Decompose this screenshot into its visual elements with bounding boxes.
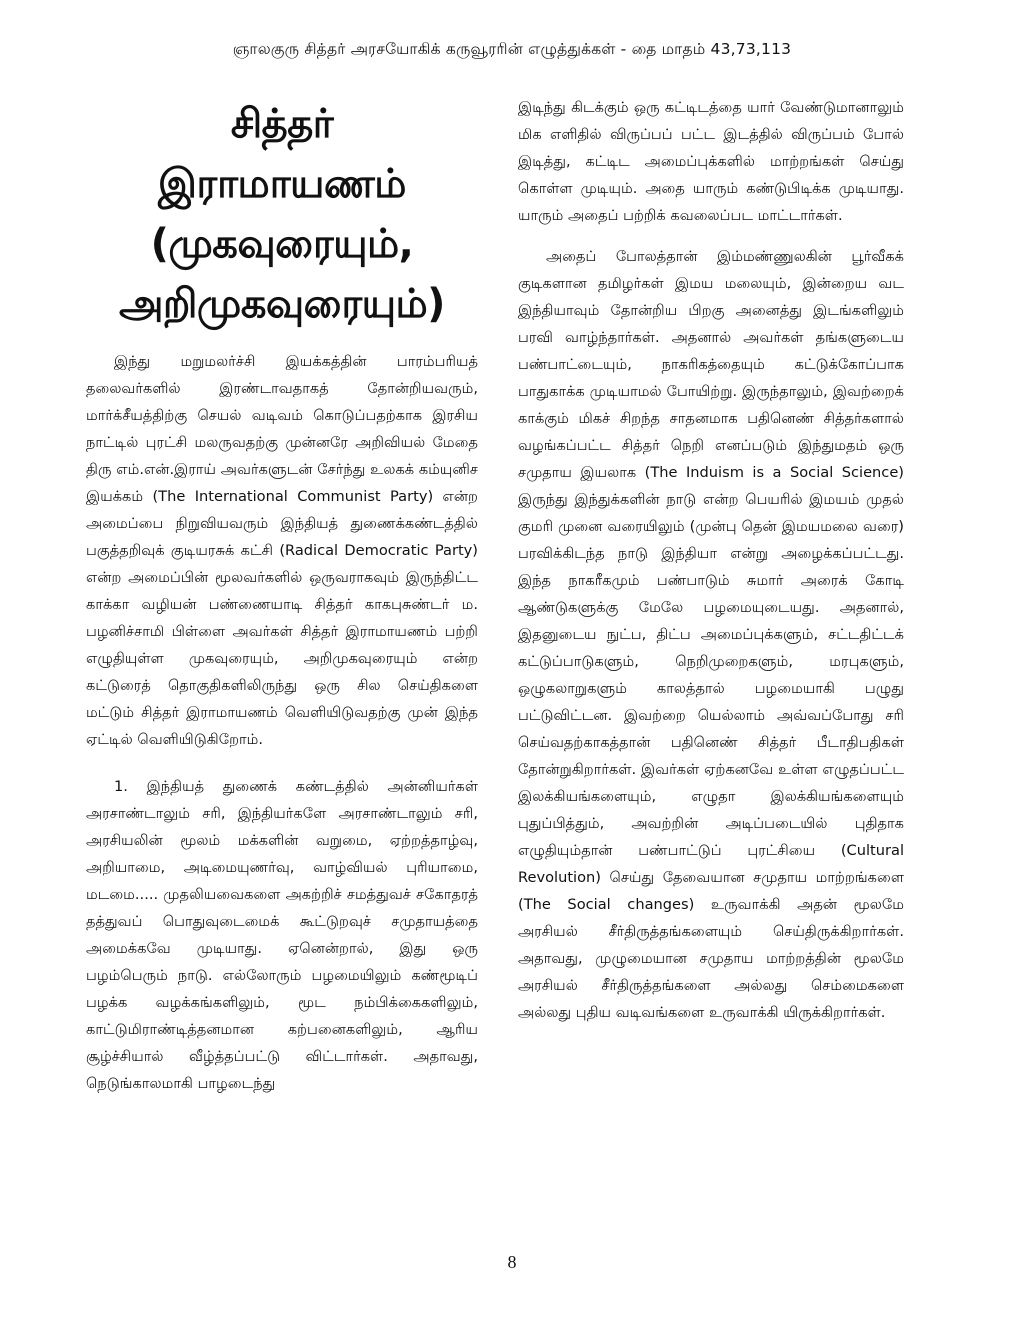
left-column xyxy=(86,94,478,1097)
article-title xyxy=(86,94,478,334)
running-header: ஞாலகுரு சித்தர் அரசயோகிக் கருவூரரின் எழுத்துக்கள் - தை மாதம் 43,73,113 xyxy=(232,40,792,58)
title-line-2: இராமாயணம் xyxy=(158,161,406,207)
page-number: 8 xyxy=(507,1252,517,1272)
title-line-3: (முகவுரையும், xyxy=(150,221,414,267)
title-line-4: அறிமுகவுரையும்) xyxy=(119,281,445,327)
right-column xyxy=(518,94,904,1026)
title-line-1: சித்தர் xyxy=(230,101,334,147)
body-paragraph: இடிந்து கிடக்கும் ஒரு கட்டிடத்தை யார் வேண்டுமானாலும் மிக எளிதில் விருப்பப் பட்ட இடத்தில் விருப்பம் போல் இடித்து, கட்டிட அமைப்புக்களில் மாற்றங்கள் செய்து கொள்ள முடியும். அதை யாரும் கண்டுபிடிக்க முடியாது. யாரும் அதைப் பற்றிக் கவலைப்பட மாட்டார்கள். xyxy=(518,99,904,224)
body-paragraph: இந்து மறுமலர்ச்சி இயக்கத்தின் பாரம்பரியத் தலைவர்களில் இரண்டாவதாகத் தோன்றியவரும், மார்க்சீயத்திற்கு செயல் வடிவம் கொடுப்பதற்காக இரசிய நாட்டில் புரட்சி மலருவதற்கு முன்னரே அறிவியல் மேதை திரு எம்.என்.இராய் அவர்களுடன் சேர்ந்து உலகக் கம்யுனிச இயக்கம் (The International Communist Party) என்ற அமைப்பை நிறுவியவரும் இந்தியத் துணைக்கண்டத்தில் பகுத்தறிவுக் குடியரசுக் கட்சி (Radical Democratic Party) என்ற அமைப்பின் மூலவர்களில் ஒருவராகவும் இருந்திட்ட காக்கா வழியன் பண்ணையாடி சித்தர் காகபுசுண்டர் ம. பழனிச்சாமி பிள்ளை அவர்கள் சித்தர் இராமாயணம் பற்றி எழுதியுள்ள முகவுரையும், அறிமுகவுரையும் என்ற கட்டுரைத் தொகுதிகளிலிருந்து ஒரு சில செய்திகளை மட்டும் சித்தர் இராமாயணம் வெளியிடுவதற்கு முன் இந்த ஏட்டில் வெளியிடுகிறோம். xyxy=(86,353,478,748)
body-paragraph: 1. இந்தியத் துணைக் கண்டத்தில் அன்னியர்கள் அரசாண்டாலும் சரி, இந்தியர்களே அரசாண்டாலும் சரி, அரசியலின் மூலம் மக்களின் வறுமை, ஏற்றத்தாழ்வு, அறியாமை, அடிமையுணர்வு, வாழ்வியல் புரியாமை, மடமை..... முதலியவைகளை அகற்றிச் சமத்துவச் சகோதரத் தத்துவப் பொதுவுடைமைக் கூட்டுறவுச் சமுதாயத்தை அமைக்கவே முடியாது. ஏனென்றால், இது ஒரு பழம்பெரும் நாடு. எல்லோரும் பழமையிலும் கண்மூடிப் பழக்க வழக்கங்களிலும், மூட நம்பிக்கைகளிலும், காட்டுமிராண்டித்தனமான கற்பனைகளிலும், ஆரிய சூழ்ச்சியால் வீழ்த்தப்பட்டு விட்டார்கள். அதாவது, நெடுங்காலமாகி பாழடைந்து xyxy=(86,778,478,1092)
body-paragraph: அதைப் போலத்தான் இம்மண்ணுலகின் பூர்வீகக் குடிகளான தமிழர்கள் இமய மலையும், இன்றைய வட இந்தியாவும் தோன்றிய பிறகு அனைத்து இடங்களிலும் பரவி வாழ்ந்தார்கள். அதனால் அவர்கள் தங்களுடைய பண்பாட்டையும், நாகரிகத்தையும் கட்டுக்கோப்பாக பாதுகாக்க முடியாமல் போயிற்று. இருந்தாலும், இவற்றைக் காக்கும் மிகச் சிறந்த சாதனமாக பதினெண் சித்தர்களால் வழங்கப்பட்ட சித்தர் நெறி எனப்படும் இந்துமதம் ஒரு சமுதாய இயலாக (The Induism is a Social Science) இருந்து இந்துக்களின் நாடு என்ற பெயரில் இமயம் முதல் குமரி முனை வரையிலும் (முன்பு தென் இமயமலை வரை) பரவிக்கிடந்த நாடு இந்தியா என்று அழைக்கப்பட்டது. இந்த நாகரீகமும் பண்பாடும் சுமார் அரைக் கோடி ஆண்டுகளுக்கு மேலே பழமையுடையது. அதனால், இதனுடைய நுட்ப, திட்ப அமைப்புக்களும், சட்டதிட்டக் கட்டுப்பாடுகளும், நெறிமுறைகளும், மரபுகளும், ஒழுகலாறுகளும் காலத்தால் பழமையாகி பழுது பட்டுவிட்டன. இவற்றை யெல்லாம் அவ்வப்போது சரி செய்வதற்காகத்தான் பதினெண் சித்தர் பீடாதிபதிகள் தோன்றுகிறார்கள். இவர்கள் ஏற்கனவே உள்ள எழுதப்பட்ட இலக்கியங்களையும், எழுதா இலக்கியங்களையும் புதுப்பித்தும், அவற்றின் அடிப்படையில் புதிதாக எழுதியும்தான் பண்பாட்டுப் புரட்சியை (Cultural Revolution) செய்து தேவையான சமுதாய மாற்றங்களை (The Social changes) உருவாக்கி அதன் மூலமே அரசியல் சீர்திருத்தங்களையும் செய்திருக்கிறார்கள். அதாவது, முழுமையான சமுதாய மாற்றத்தின் மூலமே அரசியல் சீர்திருத்தங்களை அல்லது செம்மைகளை அல்லது புதிய வடிவங்களை உருவாக்கி யிருக்கிறார்கள். xyxy=(518,248,904,1021)
